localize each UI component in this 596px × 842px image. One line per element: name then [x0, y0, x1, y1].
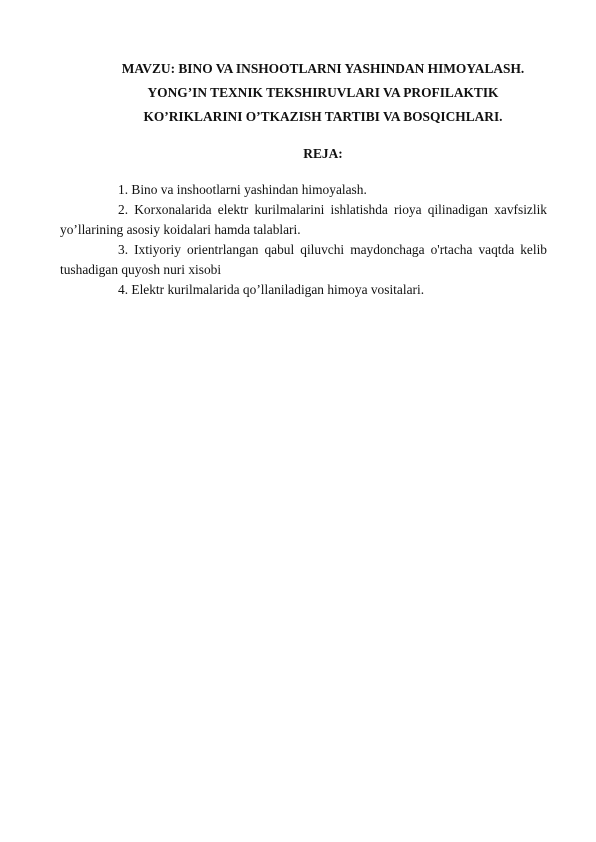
plan-item-4-line-1: 4. Elektr kurilmalarida qo’llaniladigan himoya vositalari. [118, 282, 425, 297]
plan-list [60, 180, 547, 300]
plan-heading: REJA: [303, 146, 343, 161]
plan-item-3-line-1: 3. Ixtiyoriy orientrlangan qabul qiluvchi maydonchaga o'rtacha vaqtda kelib [118, 242, 547, 257]
plan-item-2 [60, 200, 547, 240]
plan-item-2-line-2: yo’llarining asosiy koidalari hamda talablari. [60, 222, 301, 237]
title-line-2: YONG’IN TEXNIK TEKSHIRUVLARI VA PROFILAKTIK [147, 85, 499, 100]
plan-item-2-line-1: 2. Korxonalarida elektr kurilmalarini ishlatishda rioya qilinadigan xavfsizlik [118, 202, 547, 217]
document-title [60, 57, 586, 129]
title-line-1: MAVZU: BINO VA INSHOOTLARNI YASHINDAN HIMOYALASH. [121, 61, 525, 76]
plan-item-4 [83, 280, 547, 300]
plan-item-1-line-1: 1. Bino va inshootlarni yashindan himoyalash. [118, 182, 367, 197]
title-line-3: KO’RIKLARINI O’TKAZISH TARTIBI VA BOSQICHLARI. [143, 109, 503, 124]
plan-item-1 [83, 180, 547, 200]
plan-item-3 [60, 240, 547, 280]
plan-item-3-line-2: tushadigan quyosh nuri xisobi [60, 262, 222, 277]
